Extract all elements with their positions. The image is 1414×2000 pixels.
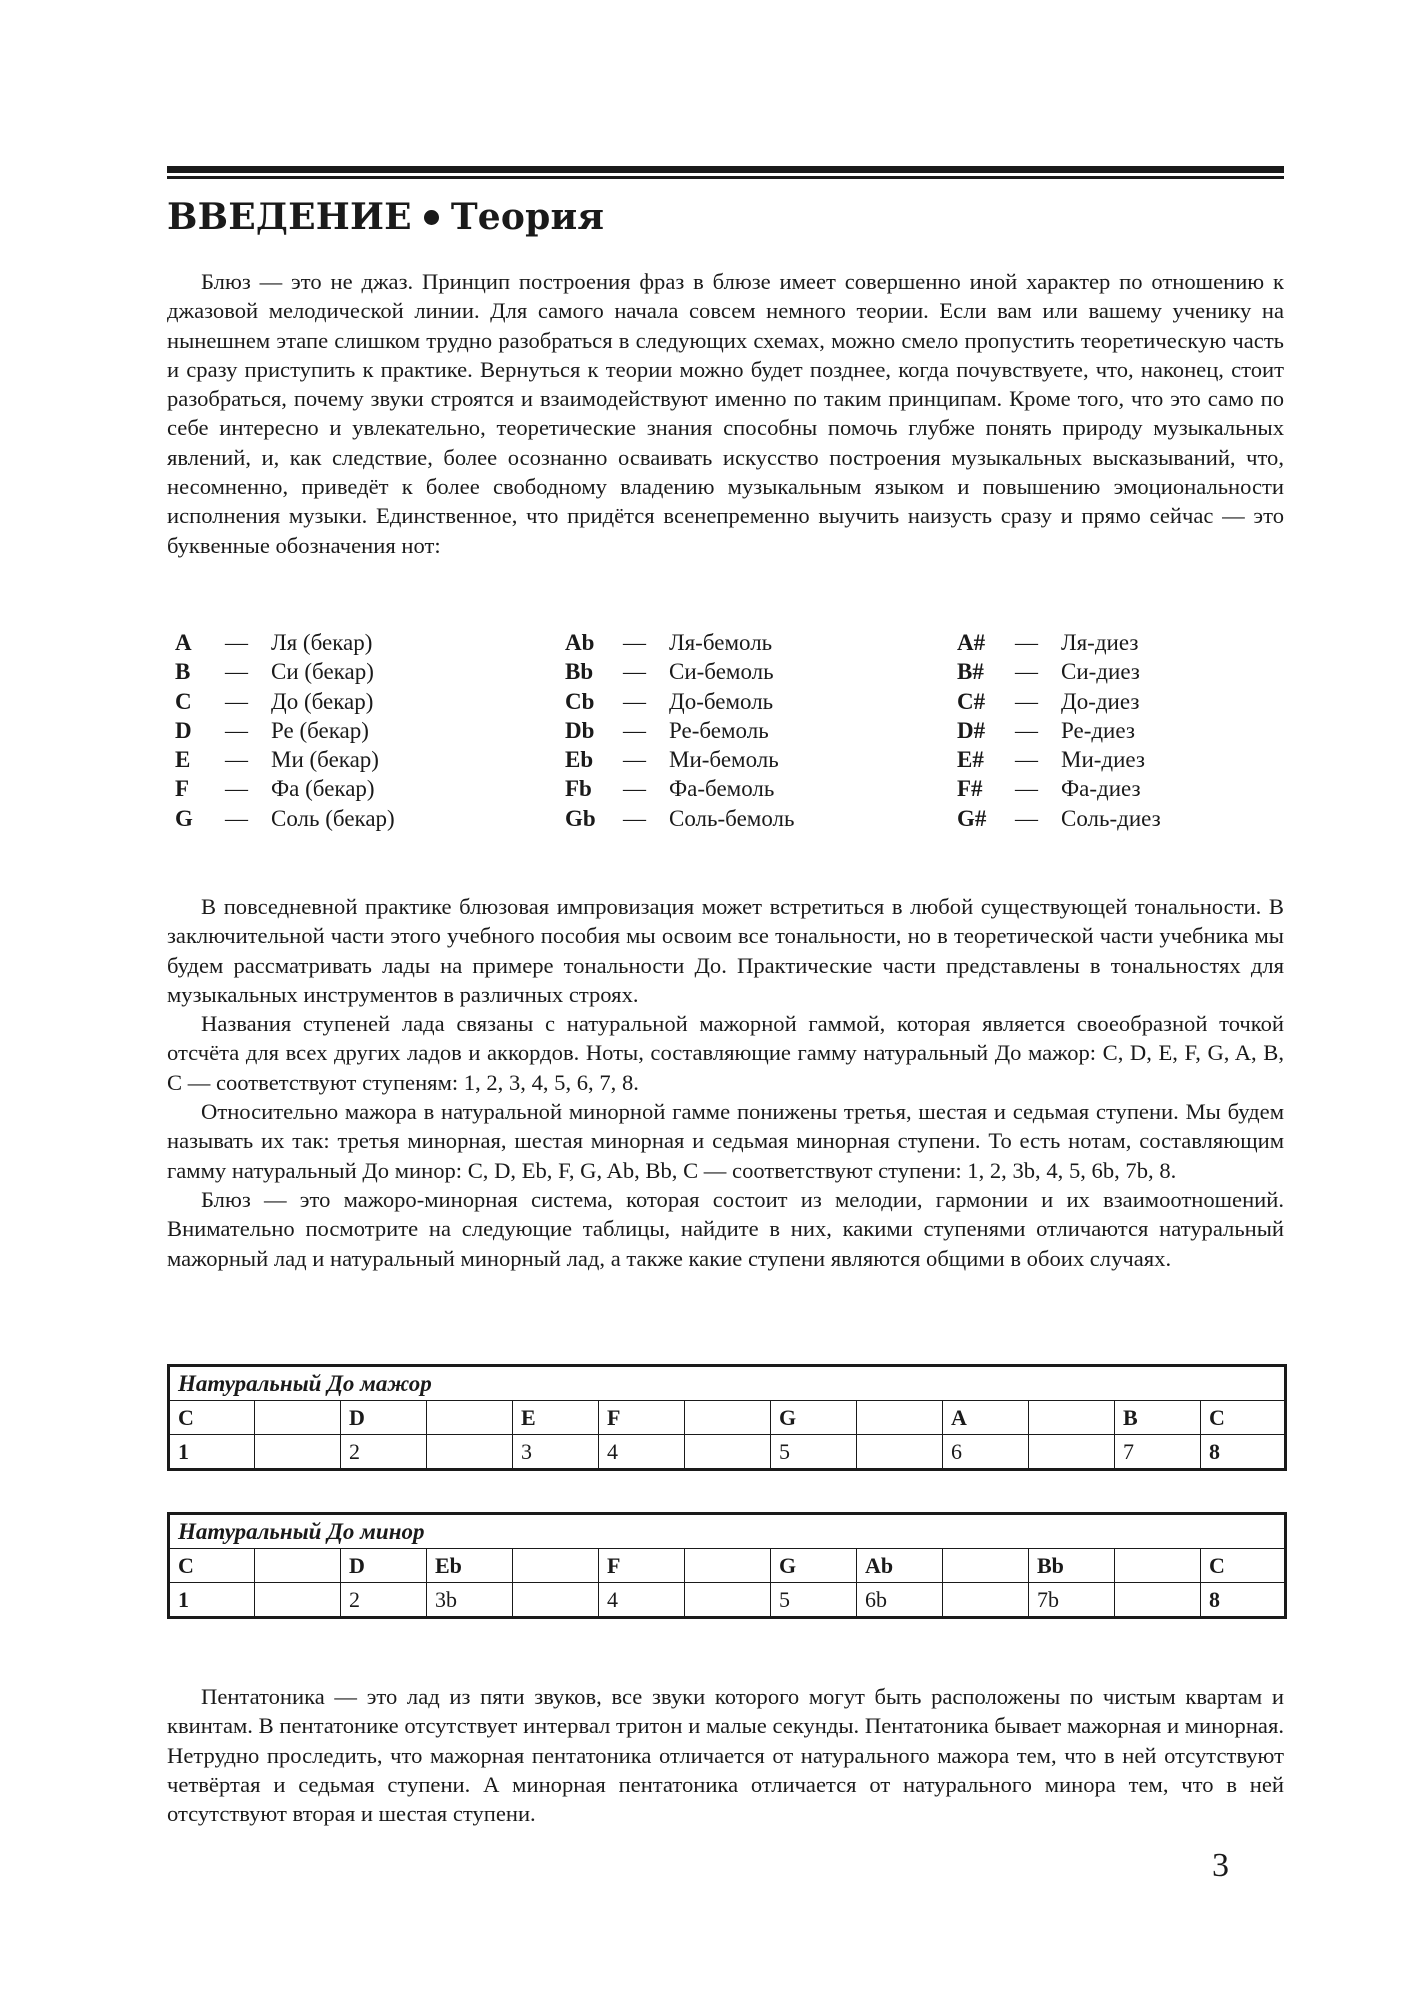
note-cell: G [771,1401,857,1435]
note-dash: — [623,747,646,773]
note-name: Си-диез [1061,659,1140,685]
note-name: До-диез [1061,688,1140,714]
practice-paragraph-2: Названия ступеней лада связаны с натуральной мажорной гаммой, которая является своеобразной точкой отсчёта для всех других ладов и аккордов. Ноты, составляющие гамму натуральный До мажор: C, D, E, F, G, A, B, C — соответствуют ступеням: 1, 2, 3, 4, 5, 6, 7, 8. [167,1011,1284,1095]
note-name: Фа (бекар) [271,776,375,802]
note-name: Фа-диез [1061,776,1141,802]
note-cell [1115,1549,1201,1583]
degree-cell: 4 [599,1435,685,1470]
note-cell: Eb [427,1549,513,1583]
note-letter: Ab [565,630,595,655]
note-letter: D [175,717,192,743]
note-cell: B [1115,1401,1201,1435]
note-cell: Ab [857,1549,943,1583]
degree-cell: 5 [771,1583,857,1618]
degree-cell: 1 [169,1435,255,1470]
note-name: Ми-диез [1061,747,1146,773]
note-letter: Cb [565,688,595,714]
note-letter: Fb [565,776,592,802]
degree-cell: 2 [341,1435,427,1470]
note-cell: C [1201,1549,1286,1583]
note-name: Ре-диез [1061,717,1135,743]
note-name: Фа-бемоль [669,776,775,802]
note-letter: Db [565,717,595,743]
note-cell: D [341,1401,427,1435]
practice-paragraph-1: В повседневной практике блюзовая импровизация может встретиться в любой существующей тональности. В заключительной части этого учебного пособия мы освоим все тональности, но в теоретической части учебника мы будем рассматривать лады на примере тональности До. Практические части представлены в тональностях для музыкальных инструментов в различных строях. [167,894,1284,1007]
degree-cell [255,1435,341,1470]
degree-cell [513,1583,599,1618]
header-rule-thin [167,176,1284,179]
minor-notes-row [169,1549,1286,1583]
degree-cell: 7 [1115,1435,1201,1470]
heading-bullet-icon [424,210,439,225]
heading-topic: Теория [450,196,605,238]
note-cell [255,1549,341,1583]
degree-cell [857,1435,943,1470]
note-letter: G [175,805,193,831]
note-cell [685,1549,771,1583]
note-name: Ля-диез [1061,630,1139,655]
note-letter: E [175,747,191,773]
note-letter: Gb [565,805,596,831]
note-letter: Eb [565,747,594,773]
note-dash: — [623,659,646,685]
major-degrees-row [169,1435,1286,1470]
degree-cell: 3 [513,1435,599,1470]
note-dash: — [225,776,248,802]
degree-cell: 6 [943,1435,1029,1470]
degree-cell [1115,1583,1201,1618]
note-dash: — [225,717,248,743]
note-cell: C [169,1401,255,1435]
practice-paragraph-3: Относительно мажора в натуральной минорной гамме понижены третья, шестая и седьмая ступени. Мы будем называть их так: третья минорная, шестая минорная и седьмая минорная ступени. То есть нотам, составляющим гамму натуральный До минор: C, D, Eb, F, G, Ab, Bb, C — соответствуют ступени: 1, 2, 3b, 4, 5, 6b, 7b, 8. [167,1099,1284,1183]
intro-paragraph: Блюз — это не джаз. Принцип построения фраз в блюзе имеет совершенно иной характер по отношению к джазовой мелодической линии. Для самого начала совсем немного теории. Если вам или вашему ученику на нынешнем этапе слишком трудно разобраться в следующих схемах, можно смело пропустить теоретическую часть и сразу приступить к практике. Вернуться к теории можно будет позднее, когда почувствуете, что, наконец, стоит разобраться, почему звуки строятся и взаимодействуют именно по таким принципам. Кроме того, что это само по себе интересно и увлекательно, теоретические знания способны помочь глубже понять природу музыкальных явлений, и, как следствие, более осознанно осваивать искусство построения музыкальных высказываний, что, несомненно, приведёт к более свободному владению музыкальным языком и повышению эмоциональности исполнения музыки. Единственное, что придётся всенепременно выучить наизусть сразу и прямо сейчас — это буквенные обозначения нот: [167,269,1284,558]
note-cell [943,1549,1029,1583]
note-name: Ре (бекар) [271,717,369,743]
note-dash: — [1015,717,1038,743]
heading-section: ВВЕДЕНИЕ [167,196,412,238]
degree-cell: 6b [857,1583,943,1618]
degree-cell [255,1583,341,1618]
degree-cell: 7b [1029,1583,1115,1618]
degree-cell: 2 [341,1583,427,1618]
pentatonic-paragraph: Пентатоника — это лад из пяти звуков, все звуки которого могут быть расположены по чистым квартам и квинтам. В пентатонике отсутствует интервал тритон и малые секунды. Пентатоника бывает мажорная и минорная. Нетрудно проследить, что мажорная пентатоника отличается от натурального мажора тем, что в ней отсутствуют четвёртая и седьмая ступени. А минорная пентатоника отличается от натурального минора тем, что в ней отсутствуют вторая и шестая ступени. [167,1684,1284,1827]
minor-table-title: Натуральный До минор [169,1514,1286,1549]
note-cell: C [1201,1401,1286,1435]
note-letter: F [175,776,190,802]
note-name: Ре-бемоль [669,717,769,743]
note-name: Ми-бемоль [669,747,779,773]
practice-paragraph-4: Блюз — это мажоро-минорная система, которая состоит из мелодии, гармонии и их взаимоотношений. Внимательно посмотрите на следующие таблицы, найдите в них, какими ступенями отличаются натуральный мажорный лад и натуральный минорный лад, а также какие ступени являются общими в обоих случаях. [167,1186,1284,1271]
note-letter: B [175,659,191,685]
degree-cell [427,1435,513,1470]
note-dash: — [225,659,248,685]
degree-cell [685,1583,771,1618]
note-dash: — [1015,747,1038,773]
header-rule-thick [167,166,1284,173]
degree-cell: 1 [169,1583,255,1618]
note-cell: F [599,1549,685,1583]
note-dash: — [623,717,646,743]
note-name: Ля (бекар) [271,630,373,655]
note-cell [513,1549,599,1583]
note-cell: A [943,1401,1029,1435]
note-dash: — [1015,805,1038,831]
note-dash: — [225,630,248,655]
note-name: Соль-диез [1061,805,1161,831]
note-dash: — [1015,659,1038,685]
note-letter: D# [957,717,986,743]
note-letter: F# [957,776,983,802]
note-name: Си-бемоль [669,659,774,685]
note-name: Си (бекар) [271,659,374,685]
note-dash: — [225,747,248,773]
degree-cell: 5 [771,1435,857,1470]
note-cell: E [513,1401,599,1435]
note-cell [255,1401,341,1435]
degree-cell: 8 [1201,1583,1286,1618]
note-name: Соль (бекар) [271,805,395,831]
intro-text [167,267,1284,560]
note-cell [857,1401,943,1435]
note-name: Соль-бемоль [669,805,795,831]
degree-cell [685,1435,771,1470]
note-letter: A [175,630,192,655]
note-cell [427,1401,513,1435]
major-table-title: Натуральный До мажор [169,1366,1286,1401]
degree-cell: 8 [1201,1435,1286,1470]
note-cell [1029,1401,1115,1435]
note-cell: F [599,1401,685,1435]
note-dash: — [623,805,646,831]
note-cell: Bb [1029,1549,1115,1583]
note-name: Ми (бекар) [271,747,379,773]
note-dash: — [1015,630,1038,655]
note-letter: G# [957,805,987,831]
note-name: До-бемоль [669,688,774,714]
note-letter: C# [957,688,986,714]
note-letter: B# [957,659,984,685]
note-letter: Bb [565,659,594,685]
page-heading [167,196,604,238]
note-dash: — [1015,688,1038,714]
note-cell: G [771,1549,857,1583]
minor-scale-table [167,1512,1287,1619]
note-cell: D [341,1549,427,1583]
degree-cell: 4 [599,1583,685,1618]
note-dash: — [1015,776,1038,802]
note-name: Ля-бемоль [669,630,773,655]
minor-degrees-row [169,1583,1286,1618]
note-cell: C [169,1549,255,1583]
major-scale-table [167,1364,1287,1471]
note-dash: — [623,688,646,714]
note-letter: A# [957,630,986,655]
page-number: 3 [1212,1847,1229,1884]
degree-cell: 3b [427,1583,513,1618]
practice-text [167,892,1284,1273]
note-name: До (бекар) [271,688,374,714]
major-notes-row [169,1401,1286,1435]
degree-cell [1029,1435,1115,1470]
note-dash: — [623,630,646,655]
note-dash: — [623,776,646,802]
note-dash: — [225,688,248,714]
pentatonic-text [167,1682,1284,1828]
note-letter: E# [957,747,984,773]
degree-cell [943,1583,1029,1618]
note-dash: — [225,805,248,831]
note-letter: C [175,688,192,714]
note-cell [685,1401,771,1435]
